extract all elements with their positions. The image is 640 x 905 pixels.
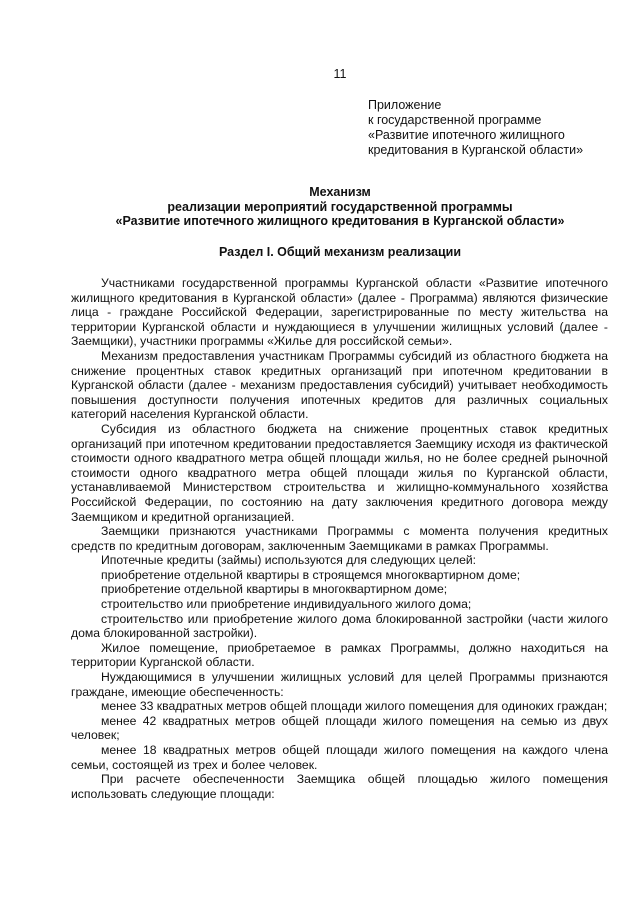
list-item: строительство или приобретение жилого дома блокированной застройки (части жилого дома блокированной застройки). xyxy=(71,611,608,641)
list-item: приобретение отдельной квартиры в строящемся многоквартирном доме; xyxy=(101,567,521,582)
paragraph: Субсидия из областного бюджета на снижение процентных ставок кредитных организаций при ипотечном кредитовании предоставляется Заемщику исходя из фактической стоимости одного квадратного метра общей площади жилья, но не более средней рыночной стоимости одного квадратного метра общей площади жилья по Курганской области, устанавливаемой Министерством строительства и жилищно-коммунального хозяйства Российской Федерации, по состоянию на дату заключения кредитного договора между Заемщиком и кредитной организацией. xyxy=(71,421,608,524)
list-item: строительство или приобретение индивидуального жилого дома; xyxy=(101,597,472,612)
list-item: менее 33 квадратных метров общей площади жилого помещения для одиноких граждан; xyxy=(101,699,608,714)
appendix-line: кредитования в Курганской области» xyxy=(368,143,584,157)
appendix-line: к государственной программе xyxy=(368,113,542,127)
paragraph: Участниками государственной программы Курганской области «Развитие ипотечного жилищного кредитования в Курганской области» (далее - Программа) являются физические лица - граждане Российской Федерации, зарегистрированные по месту жительства на территории Курганской области и нуждающиеся в улучшении жилищных условий (далее - Заемщики), участники программы «Жилье для российской семьи». xyxy=(71,276,608,349)
document-title xyxy=(60,185,620,229)
appendix-line: «Развитие ипотечного жилищного xyxy=(368,128,565,142)
section-title: Раздел I. Общий механизм реализации xyxy=(218,245,462,259)
body-text xyxy=(71,276,608,801)
title-line: «Развитие ипотечного жилищного кредитования в Курганской области» xyxy=(115,214,565,228)
paragraph: Механизм предоставления участникам Программы субсидий из областного бюджета на снижение процентных ставок кредитных организаций при ипотечном кредитовании в Курганской области (далее - механизм предоставления субсидий) учитывает необходимость повышения доступности получения ипотечных кредитов для различных социальных категорий населения Курганской области. xyxy=(71,348,608,422)
list-item: менее 18 квадратных метров общей площади жилого помещения на каждого члена семьи, состоящей из трех и более человек. xyxy=(71,743,608,772)
paragraph: Жилое помещение, приобретаемое в рамках Программы, должно находиться на территории Курганской области. xyxy=(71,640,608,670)
paragraph: Нуждающимися в улучшении жилищных условий для целей Программы признаются граждане, имеющие обеспеченность: xyxy=(71,670,608,699)
list-item: менее 42 квадратных метров общей площади жилого помещения на семью из двух человек; xyxy=(71,713,608,743)
paragraph: Ипотечные кредиты (займы) используются для следующих целей: xyxy=(101,553,477,568)
page-number: 11 xyxy=(333,67,347,81)
appendix-line: Приложение xyxy=(368,98,442,112)
appendix-block xyxy=(368,98,628,158)
title-line: реализации мероприятий государственной программы xyxy=(167,199,513,214)
paragraph: При расчете обеспеченности Заемщика общей площадью жилого помещения использовать следующие площади: xyxy=(71,772,608,801)
list-item: приобретение отдельной квартиры в многоквартирном доме; xyxy=(101,582,448,597)
title-line: Механизм xyxy=(309,185,371,199)
paragraph: Заемщики признаются участниками Программы с момента получения кредитных средств по кредитным договорам, заключенным Заемщиками в рамках Программы. xyxy=(71,524,608,553)
